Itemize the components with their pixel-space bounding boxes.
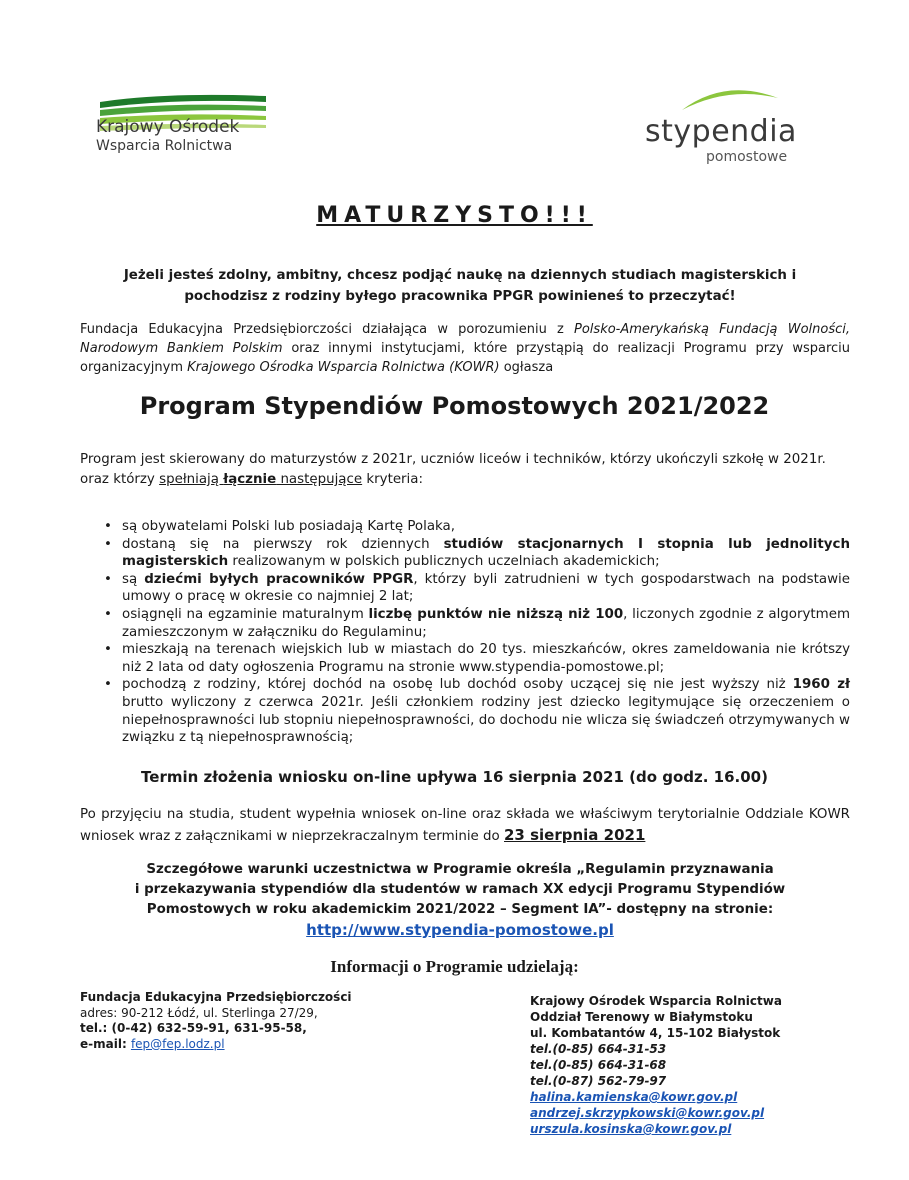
kowr-logo-line1: Krajowy Ośrodek <box>96 117 240 137</box>
conditions-block <box>90 860 830 942</box>
criteria-item <box>96 536 850 571</box>
foundation-paragraph <box>80 320 850 377</box>
contact-kowr-phone: tel.(0-87) 562-79-97 <box>530 1074 667 1088</box>
contact-kowr-email-link[interactable]: urszula.kosinska@kowr.gov.pl <box>530 1122 732 1136</box>
contact-fep <box>80 990 460 1052</box>
contact-kowr-name: Krajowy Ośrodek Wsparcia Rolnictwa <box>530 994 782 1008</box>
program-description <box>80 450 850 490</box>
foundation-text-3: ogłasza <box>499 360 554 375</box>
criteria-list <box>96 518 850 747</box>
program-desc-text-2: kryteria: <box>362 472 423 487</box>
conditions-line-2: i przekazywania stypendiów dla studentów w ramach XX edycji Programu Stypendiów <box>134 882 786 897</box>
program-title: Program Stypendiów Pomostowych 2021/2022 <box>139 392 770 420</box>
contact-kowr-phone: tel.(0-85) 664-31-53 <box>530 1042 667 1056</box>
contact-kowr-branch: Oddział Terenowy w Białymstoku <box>530 1010 753 1024</box>
criteria-text: są <box>122 571 145 587</box>
criteria-text: osiągnęli na egzaminie maturalnym <box>122 606 369 622</box>
criteria-bold: 1960 zł <box>792 677 850 693</box>
headline: MATURZYSTO!!! <box>316 203 593 228</box>
contact-fep-email-label: e-mail: <box>80 1036 131 1051</box>
stypendia-logo-text: stypendia <box>645 114 797 149</box>
criteria-text: brutto wyliczony z czerwca 2021r. Jeśli członkiem rodziny jest dziecko legitymujące się orzeczeniem o niepełnosprawności lub stopniu niepełnosprawności, do dochodu nie wlicza się świadczeń otrzymywanych w związku z tą niepełnosprawnością; <box>122 694 850 746</box>
program-desc-underline-bold: łącznie <box>223 472 277 487</box>
stypendia-logo-subtext: pomostowe <box>706 149 788 165</box>
foundation-text-2: oraz innymi instytucjami, które przystąpią do realizacji Programu przy wsparciu organizacyjnym <box>80 341 850 375</box>
after-admission-paragraph <box>80 805 850 847</box>
criteria-item <box>96 606 850 641</box>
criteria-text: pochodzą z rodziny, której dochód na osobę lub dochód osoby uczącej się nie jest wyższy niż <box>122 677 793 693</box>
program-desc-text-1: Program jest skierowany do maturzystów z 2021r, uczniów liceów i techników, którzy ukończyli szkołę w 2021r. oraz którzy <box>80 452 826 487</box>
contact-kowr-email-link[interactable]: halina.kamienska@kowr.gov.pl <box>530 1090 738 1104</box>
criteria-item <box>96 571 850 606</box>
criteria-item <box>96 641 850 676</box>
program-desc-underline-1: spełniają <box>159 472 224 487</box>
criteria-bold: dziećmi byłych pracowników PPGR <box>144 571 414 587</box>
criteria-bold: studiów stacjonarnych I stopnia lub jednolitych magisterskich <box>122 536 850 570</box>
deadline-notice: Termin złożenia wniosku on-line upływa 16 sierpnia 2021 (do godz. 16.00) <box>141 768 768 786</box>
contact-fep-email-link[interactable]: fep@fep.lodz.pl <box>130 1036 225 1051</box>
criteria-text: mieszkają na terenach wiejskich lub w miastach do 20 tys. mieszkańców, okres zameldowania nie krótszy niż 2 lata od daty ogłoszenia Programu na stronie www.stypendia-pomostowe.pl; <box>122 642 850 675</box>
criteria-item <box>96 518 850 536</box>
after-deadline-date: 23 sierpnia 2021 <box>504 826 646 844</box>
criteria-text: realizowanym w polskich publicznych uczelniach akademickich; <box>228 554 660 570</box>
program-website-link[interactable]: http://www.stypendia-pomostowe.pl <box>306 921 614 939</box>
after-text: Po przyjęciu na studia, student wypełnia wniosek on-line oraz składa we właściwym terytorialnie Oddziale KOWR wniosek wraz z załącznikami w nieprzekraczalnym terminie do <box>80 807 850 844</box>
foundation-partners: Polsko-Amerykańską Fundacją Wolności, Narodowym Bankiem Polskim <box>80 322 850 356</box>
intro-line-1: Jeżeli jesteś zdolny, ambitny, chcesz podjąć naukę na dziennych studiach magisterskich i <box>123 268 797 283</box>
info-heading: Informacji o Programie udzielają: <box>330 957 579 976</box>
contact-fep-name: Fundacja Edukacyjna Przedsiębiorczości <box>80 990 352 1004</box>
conditions-line-3: Pomostowych w roku akademickim 2021/2022 – Segment IA”- dostępny na stronie: <box>146 902 774 917</box>
contact-kowr-email-link[interactable]: andrzej.skrzypkowski@kowr.gov.pl <box>530 1106 765 1120</box>
foundation-kowr: Krajowego Ośrodka Wsparcia Rolnictwa (KOWR) <box>187 360 500 375</box>
intro-line-2: pochodzisz z rodziny byłego pracownika PPGR powinieneś to przeczytać! <box>184 289 736 304</box>
criteria-text: , liczonych zgodnie z algorytmem zamieszczonym w załączniku do Regulaminu; <box>122 606 850 640</box>
criteria-text: dostaną się na pierwszy rok dziennych <box>122 536 444 552</box>
criteria-bold: liczbę punktów nie niższą niż 100 <box>368 606 624 622</box>
program-desc-underline-2: następujące <box>276 472 363 487</box>
contact-fep-phone: tel.: (0-42) 632-59-91, 631-95-58, <box>80 1021 307 1035</box>
conditions-line-1: Szczegółowe warunki uczestnictwa w Programie określa „Regulamin przyznawania <box>146 862 774 877</box>
stypendia-logo-arc <box>680 84 780 114</box>
foundation-text-1: Fundacja Edukacyjna Przedsiębiorczości działająca w porozumieniu z <box>80 322 575 337</box>
criteria-text: są obywatelami Polski lub posiadają Kartę Polaka, <box>122 519 456 534</box>
contact-kowr <box>530 993 860 1137</box>
contact-kowr-phone: tel.(0-85) 664-31-68 <box>530 1058 667 1072</box>
intro-text <box>80 265 840 307</box>
kowr-logo-line2: Wsparcia Rolnictwa <box>96 138 233 154</box>
criteria-text: , którzy byli zatrudnieni w tych gospodarstwach na podstawie umowy o pracę w okresie co najmniej 2 lat; <box>122 571 850 605</box>
contact-fep-address: adres: 90-212 Łódź, ul. Sterlinga 27/29, <box>80 1005 318 1020</box>
criteria-item <box>96 676 850 746</box>
contact-kowr-address: ul. Kombatantów 4, 15-102 Białystok <box>530 1026 781 1040</box>
